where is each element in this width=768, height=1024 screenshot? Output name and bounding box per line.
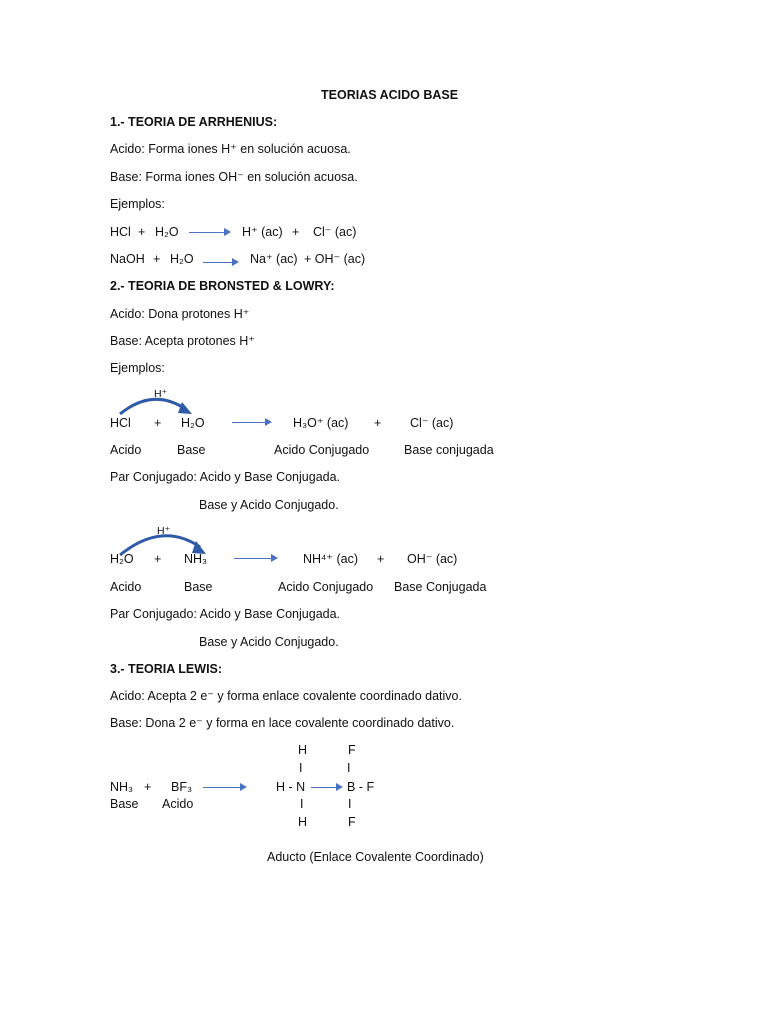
lewis-heading: 3.- TEORIA LEWIS: [110, 662, 223, 676]
lewis-acid-definition: Acido: Acepta 2 e⁻ y forma enlace covalente coordinado dativo. [110, 689, 462, 703]
arrhenius-eq2-reactant-b: H₂O [170, 252, 194, 266]
bronsted-acid-definition: Acido: Dona protones H⁺ [110, 307, 250, 321]
arrhenius-base-definition: Base: Forma iones OH⁻ en solución acuosa. [110, 170, 358, 184]
adduct-f-bottom: F [348, 815, 356, 829]
arrhenius-eq2-plus: + [153, 252, 161, 266]
adduct-center-right: B - F [347, 780, 375, 794]
arrhenius-examples-label: Ejemplos: [110, 197, 165, 211]
arrhenius-eq1-reactant-a: HCl [110, 225, 131, 239]
bronsted-ex2-reactant-a: H₂O [110, 552, 134, 566]
lewis-label-acid: Acido [162, 797, 194, 811]
bronsted-ex1-product-c: H₃O⁺ (ac) [293, 416, 349, 430]
bronsted-ex1-reactant-b: H₂O [181, 416, 205, 430]
arrhenius-eq1-product-c: H⁺ (ac) [242, 225, 283, 239]
bronsted-ex2-product-d: OH⁻ (ac) [407, 552, 458, 566]
lewis-reactant-b: BF₃ [171, 780, 193, 794]
bronsted-ex1-plus: + [374, 416, 382, 430]
reaction-arrow-icon [203, 787, 245, 788]
proton-label: H⁺ [154, 388, 168, 400]
page-title: TEORIAS ACIDO BASE [321, 88, 459, 102]
reaction-arrow-icon [232, 422, 270, 423]
arrhenius-eq1-reactant-b: H₂O [155, 225, 179, 239]
reaction-arrow-icon [234, 558, 276, 559]
adduct-h-bottom: H [298, 815, 308, 829]
bronsted-ex2-reactant-b: NH₃ [184, 552, 208, 566]
bronsted-ex2-plus: + [154, 552, 162, 566]
proton-transfer-arrow-icon [112, 394, 198, 418]
bronsted-ex1-label-conj-acid: Acido Conjugado [274, 443, 370, 457]
adduct-h-top: H [298, 743, 308, 757]
bronsted-ex1-plus: + [154, 416, 162, 430]
arrhenius-eq2-product-c: Na⁺ (ac) [250, 252, 298, 266]
arrhenius-eq2-reactant-a: NaOH [110, 252, 145, 266]
bronsted-ex1-label-base: Base [177, 443, 206, 457]
bronsted-ex1-pair-line2: Base y Acido Conjugado. [199, 498, 339, 512]
adduct-caption: Aducto (Enlace Covalente Coordinado) [267, 850, 484, 864]
bronsted-heading: 2.- TEORIA DE BRONSTED & LOWRY: [110, 279, 335, 293]
arrhenius-eq1-plus: + [138, 225, 146, 239]
bronsted-ex2-label-conj-base: Base Conjugada [394, 580, 487, 594]
reaction-arrow-icon [189, 232, 229, 233]
lewis-base-definition: Base: Dona 2 e⁻ y forma en lace covalente coordinado dativo. [110, 716, 455, 730]
bronsted-ex1-product-d: Cl⁻ (ac) [410, 416, 454, 430]
adduct-bond-bottom-right: I [348, 797, 352, 811]
bronsted-ex2-pair-line2: Base y Acido Conjugado. [199, 635, 339, 649]
arrhenius-eq1-plus: + [292, 225, 300, 239]
bronsted-ex2-label-base: Base [184, 580, 213, 594]
bronsted-ex1-label-conj-base: Base conjugada [404, 443, 494, 457]
arrhenius-eq2-product-d: + OH⁻ (ac) [304, 252, 366, 266]
arrhenius-heading: 1.- TEORIA DE ARRHENIUS: [110, 115, 278, 129]
proton-label: H⁺ [157, 525, 171, 537]
bronsted-ex1-label-acid: Acido [110, 443, 142, 457]
bronsted-ex2-pair-line1: Par Conjugado: Acido y Base Conjugada. [110, 607, 341, 621]
bronsted-examples-label: Ejemplos: [110, 361, 165, 375]
adduct-f-top: F [348, 743, 356, 757]
arrhenius-acid-definition: Acido: Forma iones H⁺ en solución acuosa. [110, 142, 351, 156]
reaction-arrow-icon [203, 262, 237, 263]
bronsted-ex2-label-acid: Acido [110, 580, 142, 594]
adduct-bond-top-right: I [347, 761, 351, 775]
arrhenius-eq1-product-d: Cl⁻ (ac) [313, 225, 357, 239]
lewis-plus: + [144, 780, 152, 794]
adduct-center-left: H - N [276, 780, 306, 794]
dative-bond-arrow-icon [311, 787, 341, 788]
adduct-bond-top-left: I [299, 761, 303, 775]
bronsted-ex2-label-conj-acid: Acido Conjugado [278, 580, 374, 594]
bronsted-ex2-product-c: NH⁴⁺ (ac) [303, 552, 359, 566]
bronsted-ex2-plus: + [377, 552, 385, 566]
bronsted-ex1-reactant-a: HCl [110, 416, 131, 430]
lewis-label-base: Base [110, 797, 139, 811]
bronsted-ex1-pair-line1: Par Conjugado: Acido y Base Conjugada. [110, 470, 341, 484]
adduct-bond-bottom-left: I [300, 797, 304, 811]
bronsted-base-definition: Base: Acepta protones H⁺ [110, 334, 255, 348]
lewis-reactant-a: NH₃ [110, 780, 134, 794]
